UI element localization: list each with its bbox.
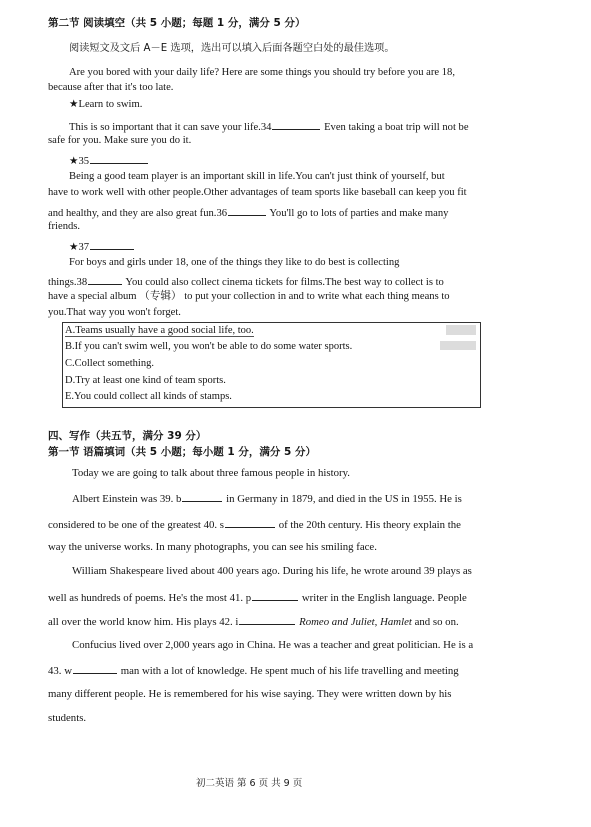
s2-text-b: writer in the English language. People [301,592,467,604]
paragraph-3-line-1: For boys and girls under 18, one of the things they like to do best is collecting [69,257,400,268]
p3-text-b: You could also collect cinema tickets for films.The best way to collect is to [125,277,444,288]
star-35-label: ★35 [69,156,90,167]
section-2-header: 第二节 阅读填空（共 5 小题；每题 1 分，满分 5 分） [48,17,306,29]
e1-text-a: Albert Einstein was 39. b [72,493,182,505]
confucius-line-1: Confucius lived over 2,000 years ago in China. He was a teacher and great politician. He is a [72,639,474,651]
einstein-line-2 [48,516,461,532]
paragraph-3-line-4: you.That way you won't forget. [48,307,181,318]
blank-40[interactable] [225,516,275,528]
s2-text-a: well as hundreds of poems. He's the most 41. p [48,592,252,604]
s3-text-b: and so on. [414,616,459,628]
paragraph-3-line-3: have a special album （专辑） to put your collection in and to write what each thing means to [48,291,450,302]
intro-line-1: Are you bored with your daily life? Here are some things you should try before you are 18, [69,67,455,78]
option-e[interactable]: E.You could collect all kinds of stamps. [65,391,232,402]
star-37-label: ★37 [69,242,90,253]
section-2-instruction: 阅读短文及文后 A－E 选项，选出可以填入后面各题空白处的最佳选项。 [69,43,395,54]
p3-text-a: things.38 [48,277,88,288]
einstein-line-3: way the universe works. In many photographs, you can see his smiling face. [48,541,377,553]
paragraph-1-line-1 [69,118,469,135]
blank-39[interactable] [182,490,222,502]
confucius-line-2 [48,662,459,678]
e1-text-b: in Germany in 1879, and died in the US in 1955. He is [226,493,462,505]
e2-text-b: of the 20th century. His theory explain the [278,519,461,531]
c2-text-b: man with a lot of knowledge. He spent much of his life travelling and meeting [120,665,459,677]
option-d[interactable]: D.Try at least one kind of team sports. [65,375,226,386]
blank-35[interactable] [90,152,148,164]
shakespeare-line-2 [48,589,467,605]
paragraph-2-line-3 [48,204,448,221]
s3-text-a: all over the world know him. His plays 42. i [48,616,239,628]
page-footer: 初二英语 第 6 页 共 9 页 [196,778,303,789]
p2-text-a: and healthy, and they are also great fun.36 [48,208,228,219]
paragraph-2-line-2: have to work well with other people.Other advantages of team sports like baseball can keep you fit [48,187,467,198]
s3-play-titles: Romeo and Juliet, Hamlet [299,616,412,628]
blank-38[interactable] [88,273,122,285]
blank-36[interactable] [228,204,266,216]
star-heading-35 [69,152,149,169]
part-4-subheader: 第一节 语篇填词（共 5 小题；每小题 1 分，满分 5 分） [48,446,317,458]
option-a[interactable]: A.Teams usually have a good social life, too. [65,325,254,336]
confucius-line-4: students. [48,712,87,724]
p1-text-b: Even taking a boat trip will not be [324,122,469,133]
blank-41[interactable] [252,589,298,601]
part-4-intro: Today we are going to talk about three famous people in history. [72,467,350,479]
star-heading-learn-to-swim: ★Learn to swim. [69,99,143,110]
stamp-smudge [446,325,476,335]
blank-37[interactable] [90,238,134,250]
blank-34[interactable] [272,118,320,130]
option-b[interactable]: B.If you can't swim well, you won't be able to do some water sports. [65,341,353,352]
paragraph-3-line-2 [48,273,444,290]
part-4-header: 四、写作（共五节，满分 39 分） [48,430,207,442]
confucius-line-3: many different people. He is remembered for his wise saying. They were written down by his [48,688,452,700]
stamp-smudge [440,341,476,350]
p2-text-b: You'll go to lots of parties and make many [269,208,449,219]
einstein-line-1 [72,490,462,506]
option-c[interactable]: C.Collect something. [65,358,154,369]
c2-text-a: 43. w [48,665,72,677]
shakespeare-line-1: William Shakespeare lived about 400 years ago. During his life, he wrote around 39 plays as [72,565,472,577]
blank-43[interactable] [73,662,117,674]
options-box [62,322,481,408]
shakespeare-line-3 [48,613,459,629]
paragraph-2-line-4: friends. [48,221,81,232]
blank-42[interactable] [239,613,295,625]
intro-line-2: because after that it's too late. [48,82,174,93]
paragraph-1-line-2: safe for you. Make sure you do it. [48,135,192,146]
star-heading-37 [69,238,135,255]
e2-text-a: considered to be one of the greatest 40. s [48,519,224,531]
p1-text-a: This is so important that it can save your life.34 [69,122,272,133]
paragraph-2-line-1: Being a good team player is an important skill in life.You can't just think of yourself, but [69,171,445,182]
